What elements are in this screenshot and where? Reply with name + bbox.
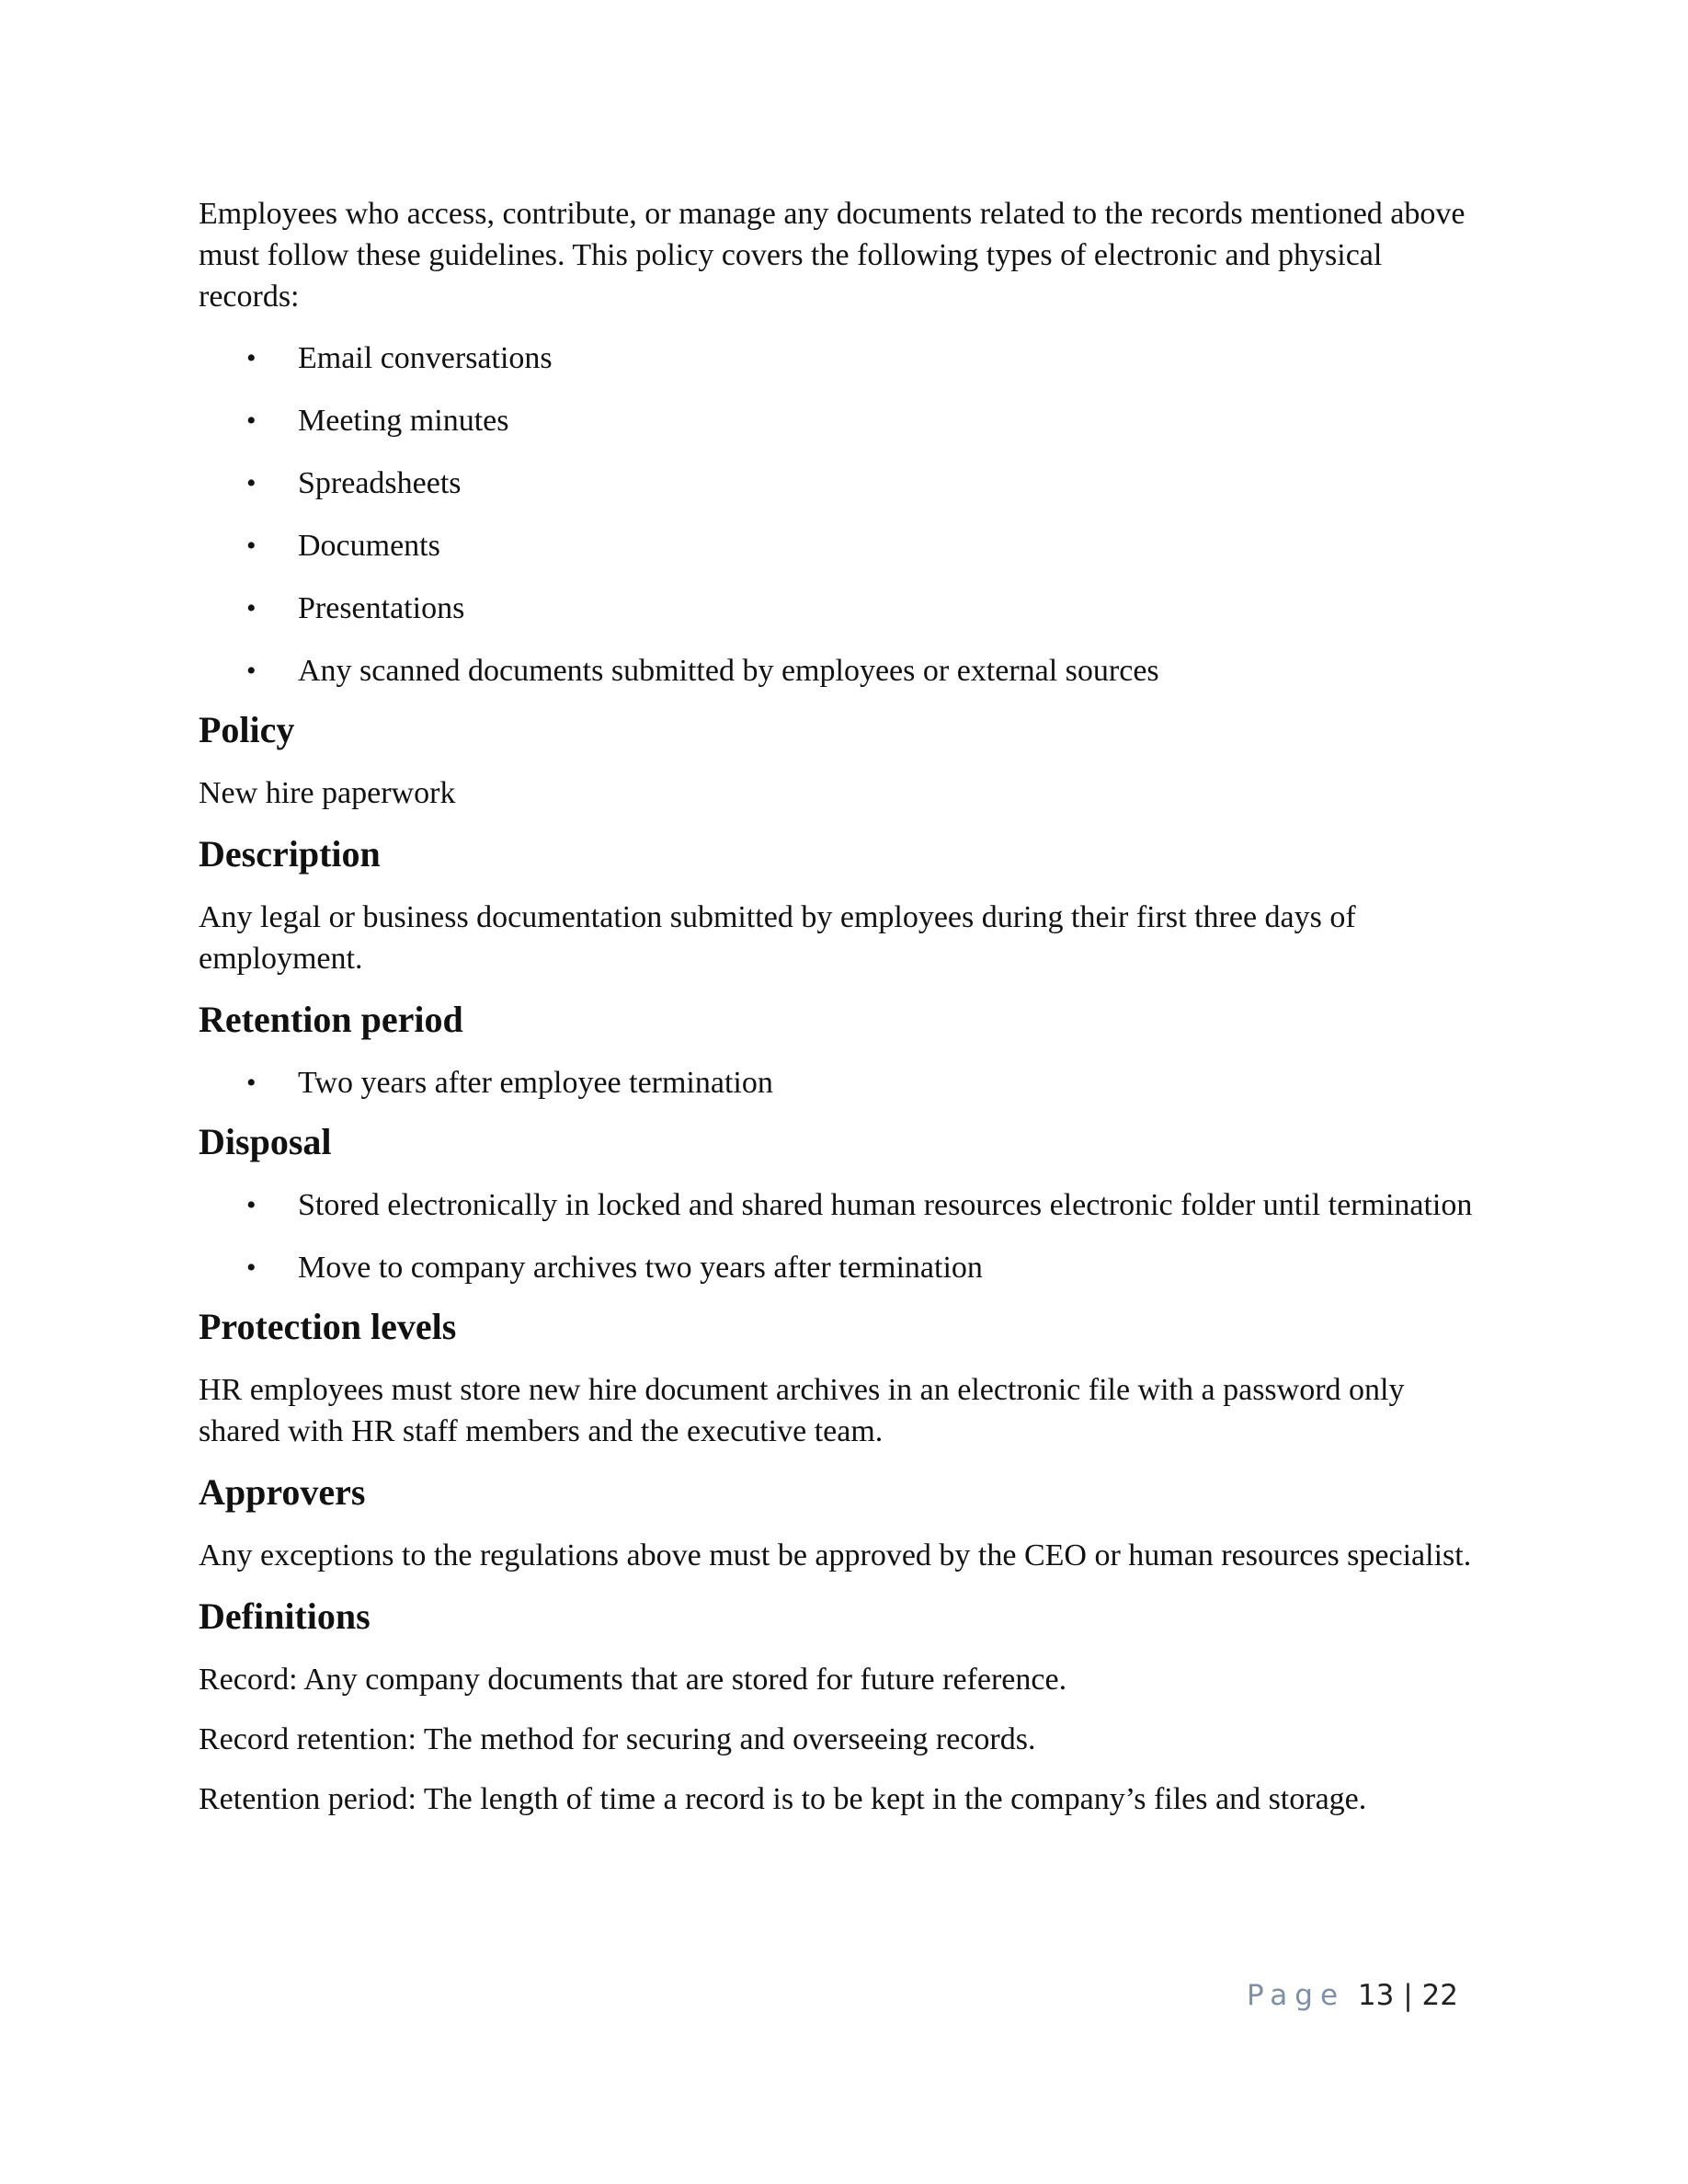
page-number-footer	[1247, 1977, 1458, 2014]
definition-record-retention: Record retention: The method for securing and overseeing records.	[199, 1722, 1036, 1756]
page-separator: |	[1403, 1979, 1413, 2012]
list-item: • Documents	[199, 525, 1486, 566]
bullet-icon: •	[246, 656, 257, 686]
list-item: • Spreadsheets	[199, 463, 1486, 504]
policy-heading: Policy	[199, 709, 295, 750]
list-item: • Stored electronically in locked and shared human resources electronic folder until termination	[199, 1184, 1486, 1226]
list-item: • Any scanned documents submitted by employees or external sources	[199, 650, 1486, 692]
policy-text: New hire paperwork	[199, 776, 456, 810]
description-heading: Description	[199, 833, 381, 875]
bullet-icon: •	[246, 406, 257, 436]
current-page-number: 13	[1357, 1979, 1395, 2012]
bullet-icon: •	[246, 1252, 257, 1283]
total-page-count: 22	[1421, 1979, 1458, 2012]
document-page	[199, 193, 1486, 1838]
bullet-icon: •	[246, 468, 257, 498]
list-item: • Presentations	[199, 588, 1486, 629]
bullet-icon: •	[246, 593, 257, 623]
bullet-icon: •	[246, 1068, 257, 1098]
description-text: Any legal or business documentation submitted by employees during their first three days of employment.	[199, 900, 1356, 976]
definitions-heading: Definitions	[199, 1595, 371, 1637]
list-item: • Two years after employee termination	[199, 1062, 1486, 1103]
definition-retention-period: Retention period: The length of time a record is to be kept in the company’s files and storage.	[199, 1782, 1367, 1816]
disposal-list	[199, 1184, 1486, 1288]
page-label: Page	[1247, 1979, 1346, 2012]
record-types-list	[199, 337, 1486, 692]
list-item: • Meeting minutes	[199, 400, 1486, 441]
protection-text: HR employees must store new hire document archives in an electronic file with a password only shared with HR staff members and the executive team.	[199, 1373, 1405, 1448]
bullet-icon: •	[246, 343, 257, 373]
bullet-icon: •	[246, 531, 257, 561]
intro-paragraph: Employees who access, contribute, or manage any documents related to the records mentioned above must follow these guidelines. This policy covers the following types of electronic and physical records:	[199, 197, 1466, 314]
list-item: • Move to company archives two years after termination	[199, 1247, 1486, 1288]
bullet-icon: •	[246, 1190, 257, 1220]
disposal-heading: Disposal	[199, 1121, 332, 1162]
approvers-text: Any exceptions to the regulations above must be approved by the CEO or human resources specialist.	[199, 1538, 1472, 1572]
retention-list	[199, 1062, 1486, 1103]
list-item: • Email conversations	[199, 337, 1486, 379]
definition-record: Record: Any company documents that are stored for future reference.	[199, 1663, 1067, 1697]
protection-heading: Protection levels	[199, 1306, 457, 1347]
approvers-heading: Approvers	[199, 1471, 366, 1513]
retention-heading: Retention period	[199, 999, 463, 1040]
